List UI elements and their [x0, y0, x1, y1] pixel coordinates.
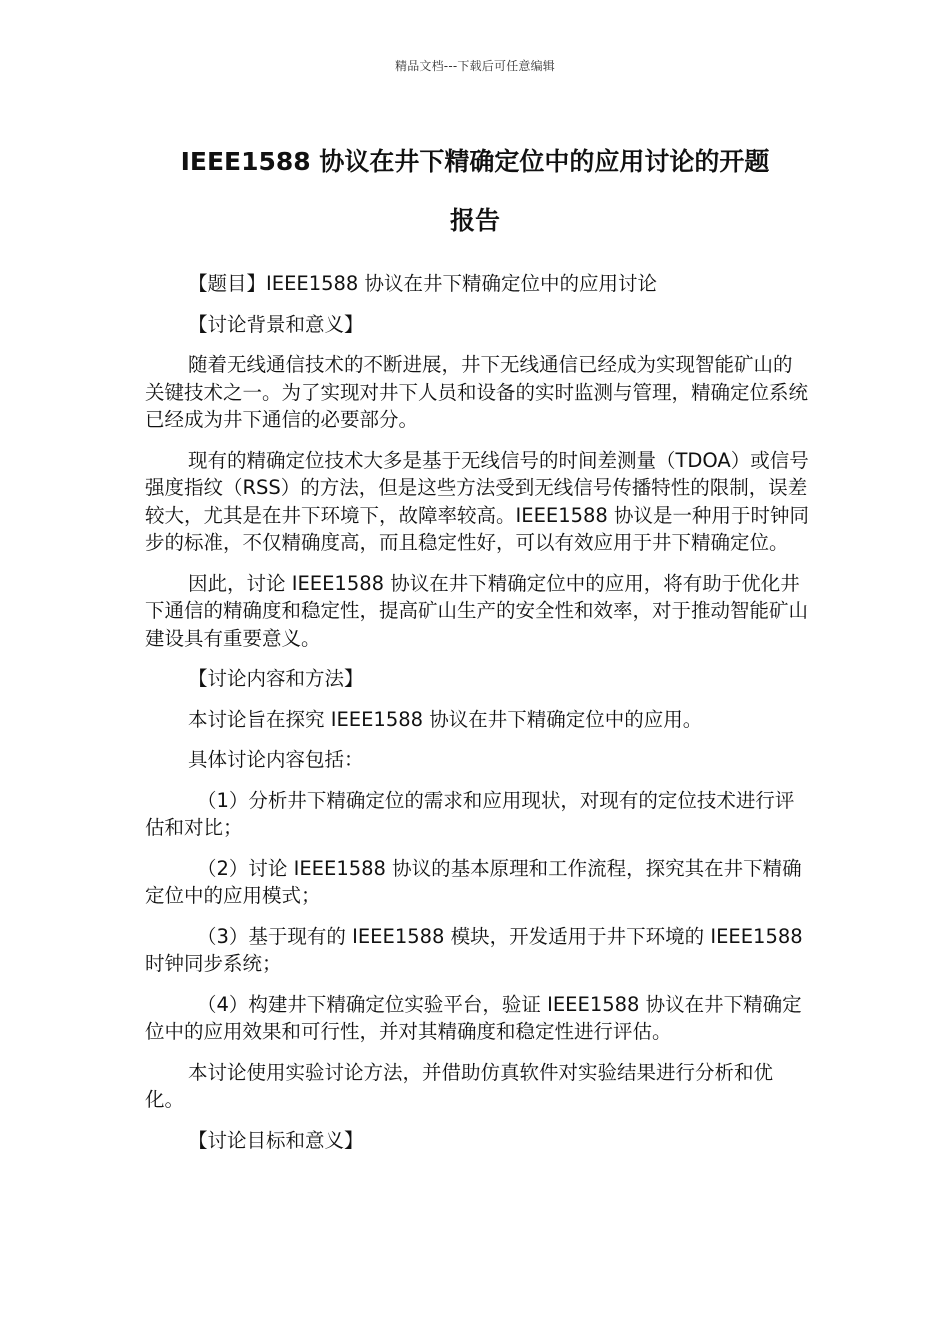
content-paragraph-1: 本讨论旨在探究 IEEE1588 协议在井下精确定位中的应用。 [188, 707, 703, 731]
document-title [140, 132, 810, 250]
content-paragraph-2: 具体讨论内容包括： [188, 748, 364, 771]
topic-line: 【题目】IEEE1588 协议在井下精确定位中的应用讨论 [188, 272, 658, 295]
list-item: （3）基于现有的 IEEE1588 模块，开发适用于井下环境的 IEEE1588 时钟同步系统； [145, 924, 803, 975]
goals-heading: 【讨论目标和意义】 [188, 1128, 364, 1152]
title-line-2: 报告 [449, 206, 500, 235]
background-paragraph-1: 随着无线通信技术的不断进展，井下无线通信已经成为实现智能矿山的关键技术之一。为了实现对井下人员和设备的实时监测与管理，精确定位系统已经成为井下通信的必要部分。 [145, 353, 809, 431]
list-item: （4）构建井下精确定位实验平台，验证 IEEE1588 协议在井下精确定位中的应用效果和可行性，并对其精确度和稳定性进行评估。 [145, 992, 802, 1043]
page-header: 精品文档---下载后可任意编辑 [395, 59, 555, 73]
background-paragraph-2: 现有的精确定位技术大多是基于无线信号的时间差测量（TDOA）或信号强度指纹（RSS）的方法，但是这些方法受到无线信号传播特性的限制，误差较大，尤其是在井下环境下，故障率较高。IEEE1588 协议是一种用于时钟同步的标准，不仅精确度高，而且稳定性好，可以有效应用于井下精确定位。 [145, 448, 810, 554]
title-line-1: IEEE1588 协议在井下精确定位中的应用讨论的开题 [180, 147, 770, 176]
background-heading: 【讨论背景和意义】 [188, 312, 364, 336]
method-paragraph: 本讨论使用实验讨论方法，并借助仿真软件对实验结果进行分析和优化。 [145, 1060, 774, 1111]
document-body [145, 270, 810, 1167]
list-item: （2）讨论 IEEE1588 协议的基本原理和工作流程，探究其在井下精确定位中的应用模式； [145, 856, 802, 907]
list-item: （1）分析井下精确定位的需求和应用现状，对现有的定位技术进行评估和对比； [145, 788, 795, 839]
background-paragraph-3: 因此，讨论 IEEE1588 协议在井下精确定位中的应用，将有助于优化井下通信的精确度和稳定性，提高矿山生产的安全性和效率，对于推动智能矿山建设具有重要意义。 [145, 571, 809, 650]
content-heading: 【讨论内容和方法】 [188, 667, 364, 690]
